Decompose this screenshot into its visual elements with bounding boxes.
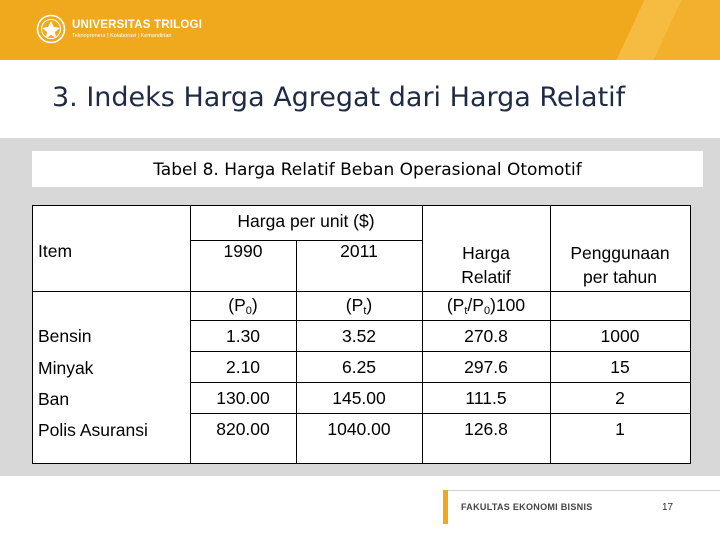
university-name: UNIVERSITAS TRILOGI	[72, 18, 203, 31]
header-price-per-unit: Harga per unit ($)	[237, 211, 375, 231]
table-divider	[190, 413, 690, 414]
faculty-name: FAKULTAS EKONOMI BISNIS	[461, 502, 593, 512]
page-number: 17	[662, 502, 674, 513]
table-row-pt: 1040.00	[327, 419, 391, 439]
table-row-p0: 130.00	[216, 388, 270, 408]
university-logo	[36, 14, 202, 44]
table-row-usage: 1000	[600, 326, 640, 346]
table-row-item: Ban	[38, 389, 70, 409]
footer-accent-bar	[443, 490, 448, 524]
header-usage-per-year	[550, 241, 690, 289]
table-row-usage: 15	[610, 357, 630, 377]
table-row-item: Minyak	[38, 358, 94, 378]
header-relative-line2: Relatif	[461, 267, 511, 287]
table-row-pt: 145.00	[332, 388, 386, 408]
table-row-pt: 6.25	[341, 357, 377, 377]
table-divider	[190, 320, 690, 321]
table-row-usage: 1	[615, 419, 625, 439]
symbol-pt: $(P_t)$	[345, 295, 373, 317]
table-row-item: Bensin	[38, 326, 92, 346]
header-usage-line1: Penggunaan	[570, 243, 670, 263]
symbol-p0: $(P_0)$	[228, 295, 258, 317]
price-relative-table	[32, 205, 691, 464]
header-usage-line2: per tahun	[583, 267, 657, 287]
header-year-1990: 1990	[223, 241, 263, 261]
university-seal-icon	[36, 14, 66, 44]
table-row-relative: 297.6	[464, 357, 508, 377]
table-row-relative: 126.8	[464, 419, 508, 439]
slide-title: 3. Indeks Harga Agregat dari Harga Relatif	[52, 82, 626, 113]
header-relative-price	[422, 241, 550, 289]
table-row-relative: 270.8	[464, 326, 508, 346]
university-tagline: Teknopreneur | Kolaborasi | Kemandirian	[72, 32, 172, 39]
table-row-p0: 2.10	[225, 357, 261, 377]
table-row-relative: 111.5	[465, 388, 507, 408]
table-caption: Tabel 8. Harga Relatif Beban Operasional Otomotif	[153, 160, 582, 180]
table-row-usage: 2	[615, 388, 625, 408]
header-relative-line1: Harga	[462, 243, 510, 263]
header-year-2011: 2011	[340, 241, 378, 261]
header-accent-decoration	[600, 0, 720, 60]
table-divider	[190, 382, 690, 383]
symbol-relative-formula: $(P_t/P_0)100$	[446, 295, 526, 317]
table-row-pt: 3.52	[341, 326, 377, 346]
table-caption-box	[32, 151, 703, 187]
table-divider	[33, 291, 690, 292]
table-divider	[190, 351, 690, 352]
header-item: Item	[38, 241, 73, 261]
table-row-item: Polis Asuransi	[38, 420, 148, 440]
table-row-p0: 1.30	[225, 326, 261, 346]
table-row-p0: 820.00	[216, 419, 270, 439]
